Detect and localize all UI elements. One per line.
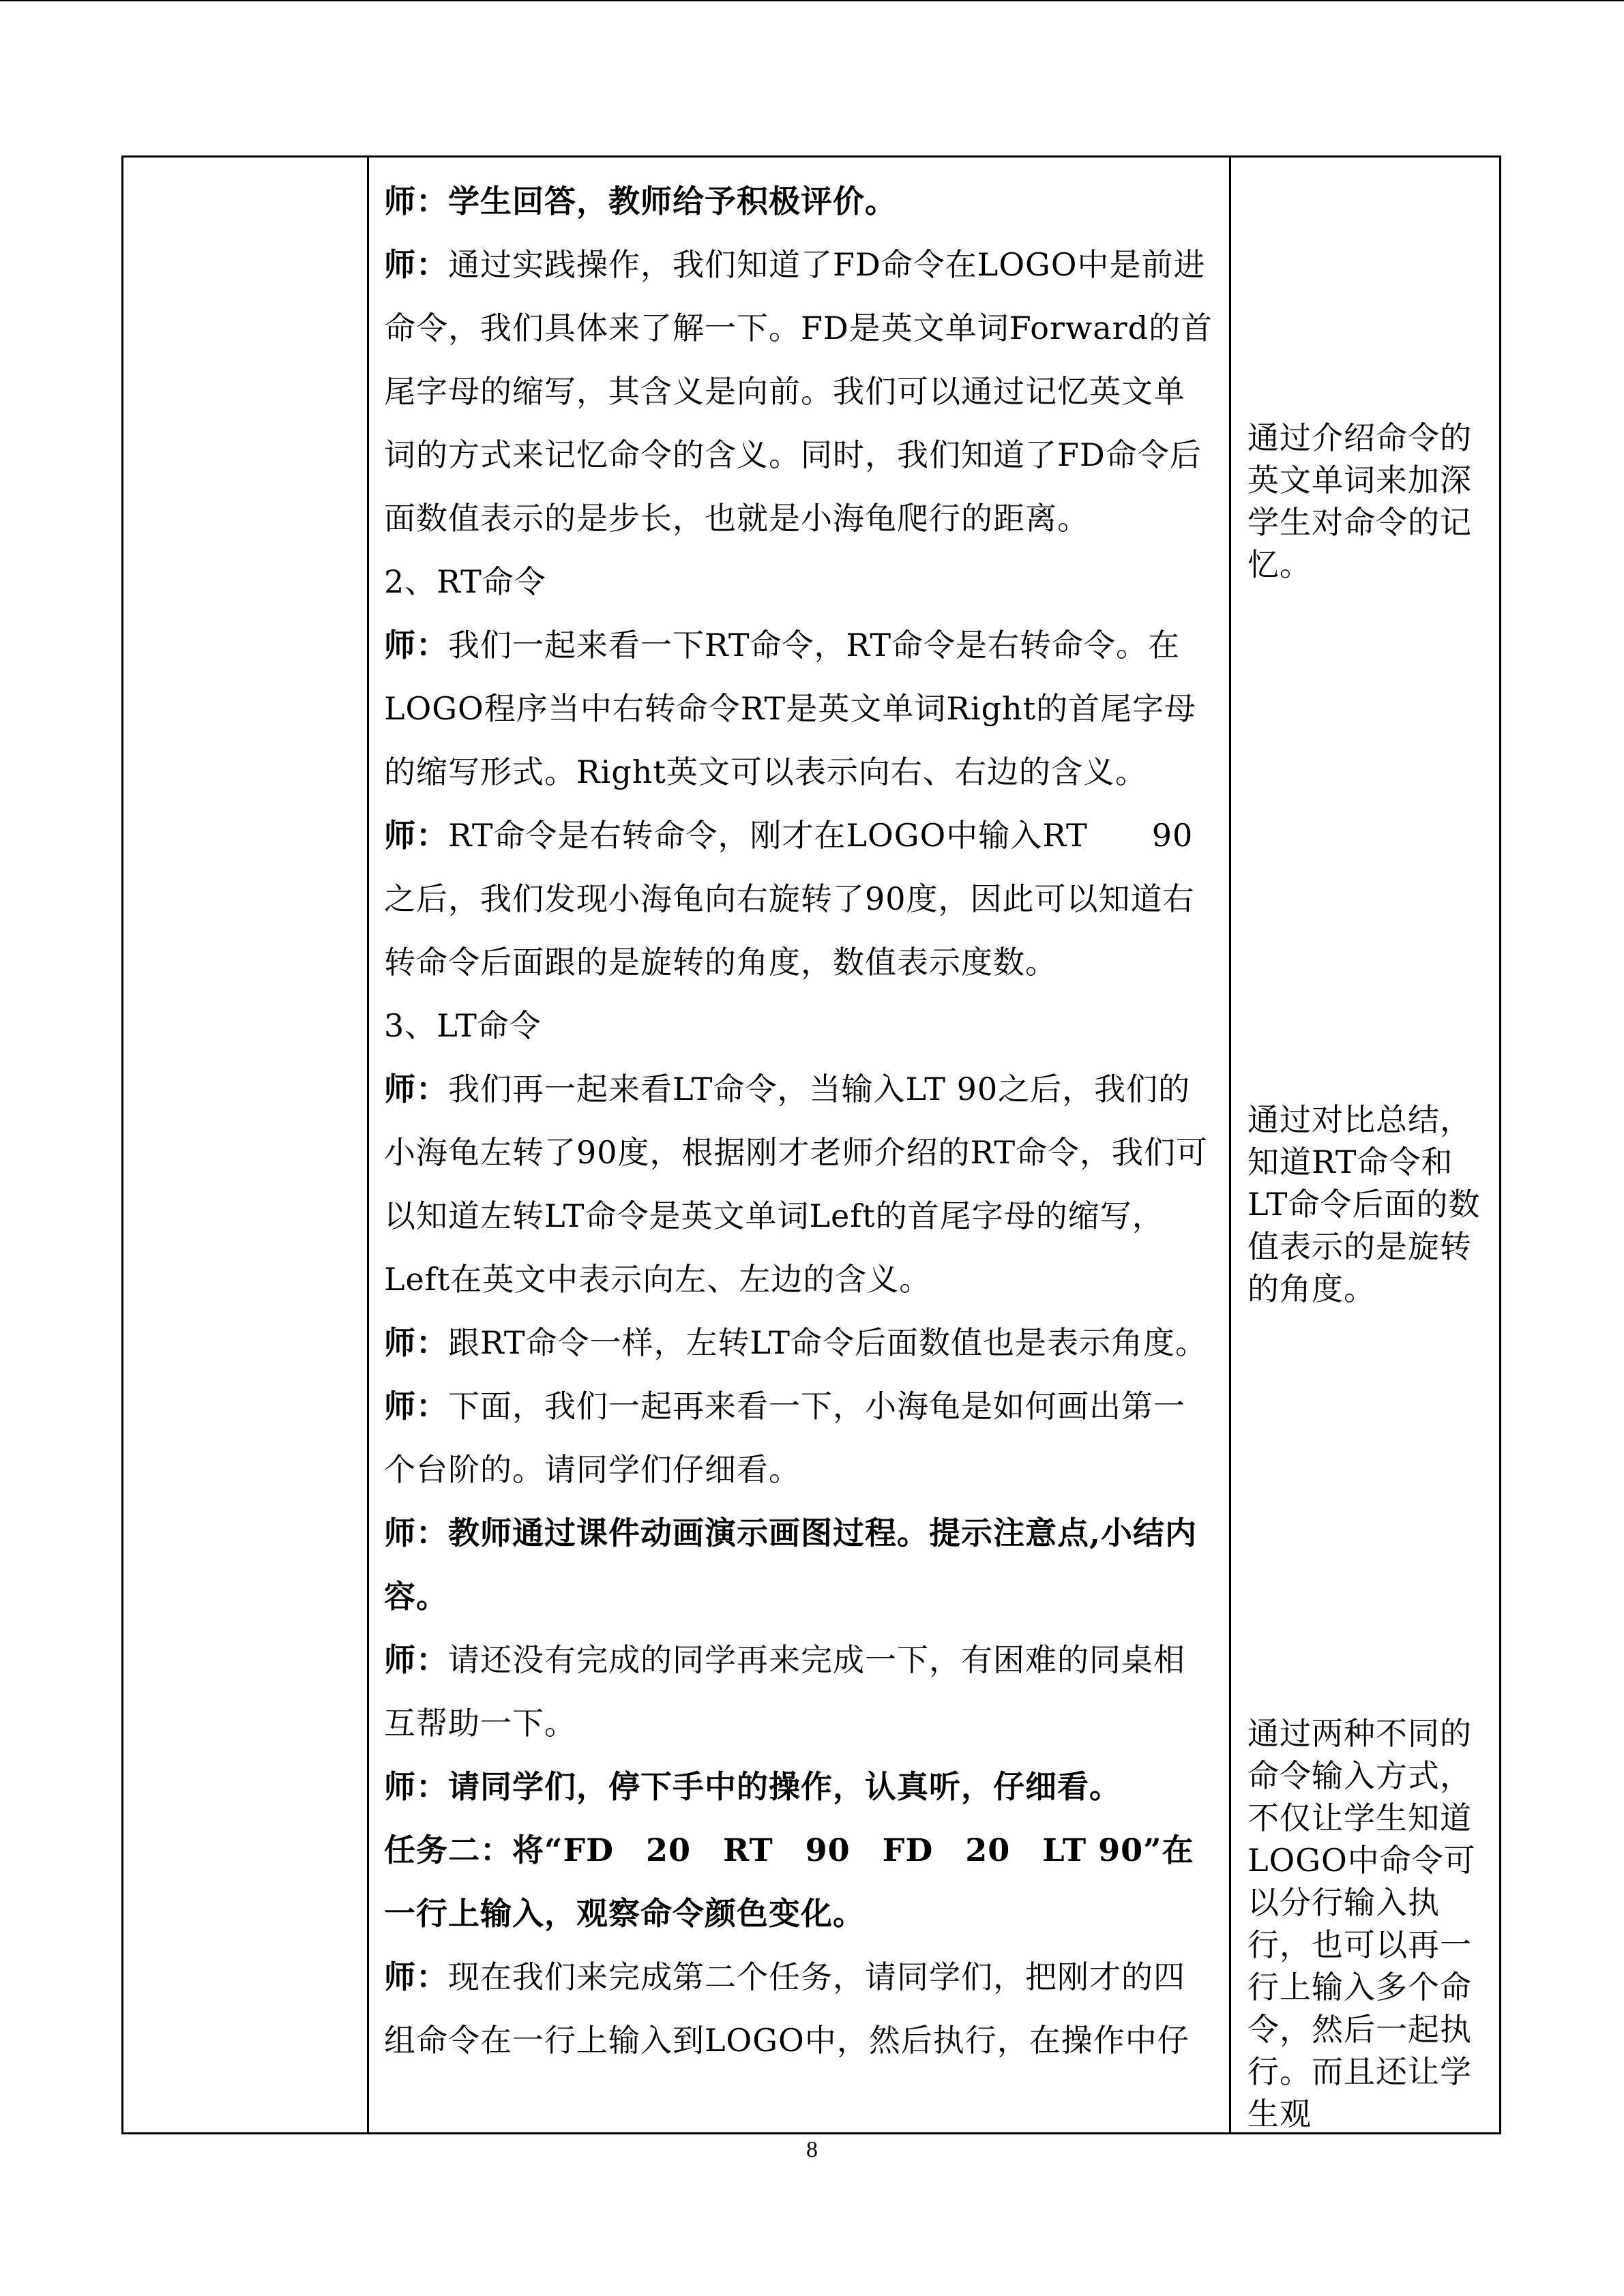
paragraph-4: 师：我们一起来看一下RT命令，RT命令是右转命令。在LOGO程序当中右转命令RT是英文单词Right的首尾字母的缩写形式。Right英文可以表示向右、右边的含义。 — [384, 627, 1197, 790]
design-note-3: 通过两种不同的命令输入方式，不仅让学生知道LOGO中命令可以分行输入执行，也可以再一行上输入多个命令，然后一起执行。而且还让学生观 — [1247, 1715, 1476, 2132]
design-note-2: 通过对比总结，知道RT命令和LT命令后面的数值表示的是旋转的角度。 — [1247, 1101, 1481, 1307]
section-heading-lt: 3、LT命令 — [384, 1007, 542, 1044]
paragraph-9: 师：下面，我们一起再来看一下，小海龟是如何画出第一个台阶的。请同学们仔细看。 — [384, 1388, 1185, 1488]
section-heading-rt: 2、RT命令 — [384, 563, 546, 600]
task-two-heading: 任务二：将“FD 20 RT 90 FD 20 LT 90”在一行上输入，观察命令颜色变化。 — [384, 1832, 1194, 1932]
design-note-1: 通过介绍命令的英文单词来加深学生对命令的记忆。 — [1247, 419, 1472, 583]
stage-cell — [123, 157, 368, 2134]
teaching-process-cell — [368, 157, 1230, 2134]
paragraph-14: 师：现在我们来完成第二个任务，请同学们，把刚才的四组命令在一行上输入到LOGO中，然后执行，在操作中仔 — [384, 1958, 1190, 2059]
paragraph-11: 师：请还没有完成的同学再来完成一下，有困难的同桌相互帮助一下。 — [384, 1641, 1185, 1742]
paragraph-1: 师：学生回答，教师给予积极评价。 — [384, 183, 897, 220]
paragraph-5: 师：RT命令是右转命令，刚才在LOGO中输入RT 90之后，我们发现小海龟向右旋转了90度，因此可以知道右转命令后面跟的是旋转的角度，数值表示度数。 — [384, 817, 1195, 981]
table-row — [123, 157, 1501, 2134]
paragraph-10: 师：教师通过课件动画演示画图过程。提示注意点,小结内容。 — [384, 1515, 1198, 1615]
page-number: 8 — [806, 2137, 818, 2162]
paragraph-2: 师：通过实践操作，我们知道了FD命令在LOGO中是前进命令，我们具体来了解一下。FD是英文单词Forward的首尾字母的缩写，其含义是向前。我们可以通过记忆英文单词的方式来记忆命令的含义。同时，我们知道了FD命令后面数值表示的是步长，也就是小海龟爬行的距离。 — [384, 246, 1213, 537]
page-top-border — [0, 0, 1624, 1]
lesson-plan-table — [121, 155, 1501, 2134]
design-intent-cell — [1230, 157, 1501, 2134]
paragraph-12: 师：请同学们，停下手中的操作，认真听，仔细看。 — [384, 1768, 1121, 1805]
paragraph-8: 师：跟RT命令一样，左转LT命令后面数值也是表示角度。 — [384, 1324, 1207, 1361]
paragraph-7: 师：我们再一起来看LT命令，当输入LT 90之后，我们的小海龟左转了90度，根据刚才老师介绍的RT命令，我们可以知道左转LT命令是英文单词Left的首尾字母的缩写，Left在英文中表示向左、左边的含义。 — [384, 1071, 1209, 1298]
